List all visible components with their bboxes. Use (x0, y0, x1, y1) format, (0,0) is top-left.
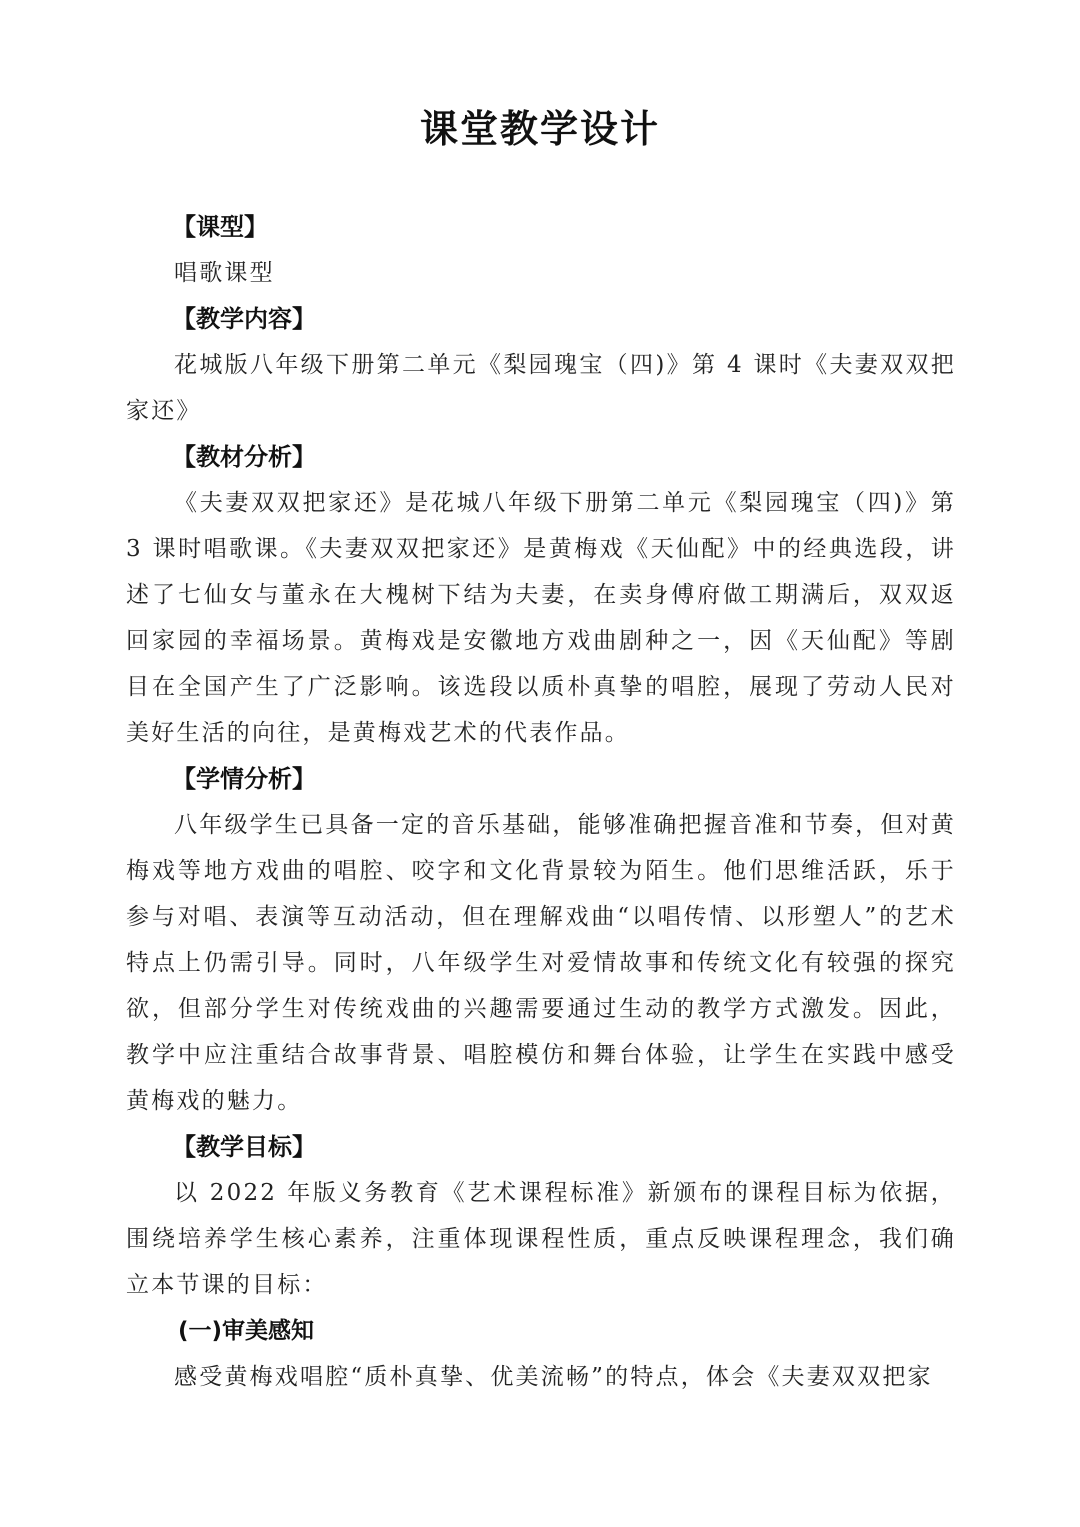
section-text-teaching-content: 花城版八年级下册第二单元《梨园瑰宝（四)》第 4 课时《夫妻双双把家还》 (126, 352, 956, 424)
section-text-material-analysis: 《夫妻双双把家还》是花城八年级下册第二单元《梨园瑰宝（四)》第 3 课时唱歌课。《夫妻双双把家还》是黄梅戏《天仙配》中的经典选段，讲述了七仙女与董永在大槐树下结为夫妻，在卖身傅府做工期满后，双双返回家园的幸福场景。黄梅戏是安徽地方戏曲剧种之一，因《天仙配》等剧目在全国产生了广泛影响。该选段以质朴真挚的唱腔，展现了劳动人民对美好生活的向往，是黄梅戏艺术的代表作品。 (126, 490, 956, 746)
section-text-lesson-type: 唱歌课型 (174, 260, 275, 286)
section-text-objectives: 以 2022 年版义务教育《艺术课程标准》新颁布的课程目标为依据，围绕培养学生核心素养，注重体现课程性质，重点反映课程理念，我们确立本节课的目标： (126, 1180, 956, 1298)
section-heading-lesson-type: 【课型】 (172, 213, 268, 241)
document-body (126, 204, 956, 1400)
subsection-heading-aesthetic-perception: (一)审美感知 (178, 1318, 315, 1344)
subsection-text-aesthetic-perception: 感受黄梅戏唱腔“质朴真挚、优美流畅”的特点，体会《夫妻双双把家 (174, 1364, 933, 1390)
section-text-student-analysis: 八年级学生已具备一定的音乐基础，能够准确把握音准和节奏，但对黄梅戏等地方戏曲的唱腔、咬字和文化背景较为陌生。他们思维活跃，乐于参与对唱、表演等互动活动，但在理解戏曲“以唱传情、以形塑人”的艺术特点上仍需引导。同时，八年级学生对爱情故事和传统文化有较强的探究欲，但部分学生对传统戏曲的兴趣需要通过生动的教学方式激发。因此，教学中应注重结合故事背景、唱腔模仿和舞台体验，让学生在实践中感受黄梅戏的魅力。 (126, 812, 956, 1114)
document-title: 课堂教学设计 (419, 107, 660, 151)
section-heading-teaching-content: 【教学内容】 (172, 305, 316, 333)
section-heading-student-analysis: 【学情分析】 (172, 765, 316, 793)
section-heading-objectives: 【教学目标】 (172, 1133, 316, 1161)
section-heading-material-analysis: 【教材分析】 (172, 443, 316, 471)
